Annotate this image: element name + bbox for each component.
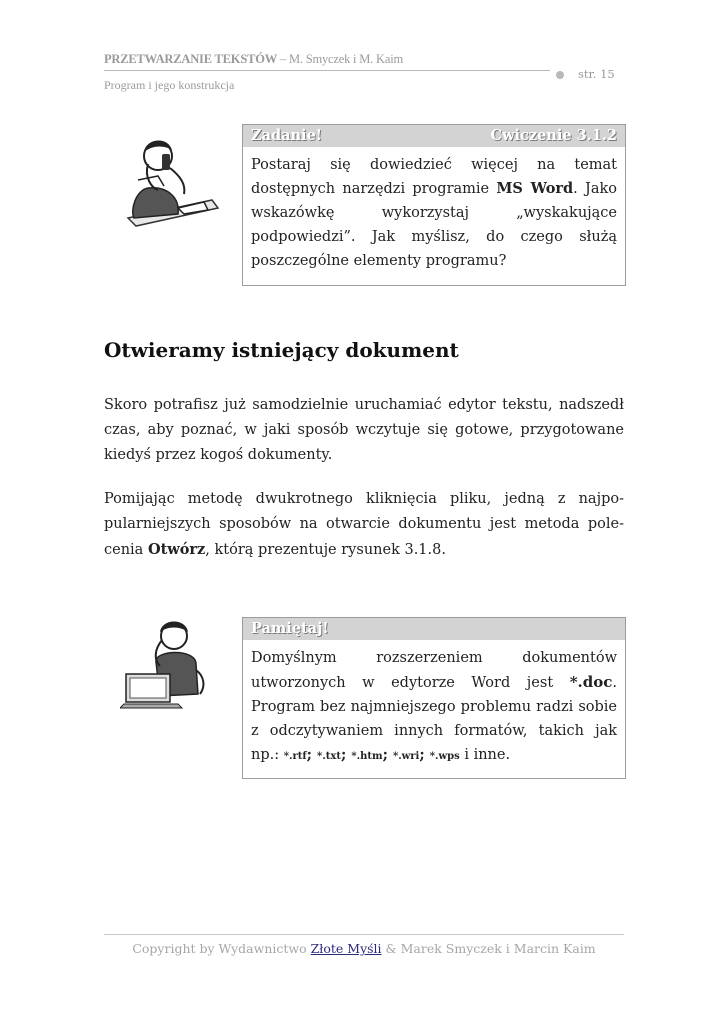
running-header-title: PRZETWARZANIE TEKSTÓW – M. Smyczek i M. Kaim: [104, 52, 403, 66]
format-rtf: *.rtf: [283, 751, 307, 762]
exercise-text: Postaraj się dowiedzieć więcej na temat dostępnych narzędzi programie MS Word. Jako wskazówkę wykorzystaj „wyskakujące podpowiedzi”. Jak myślisz, do czego służą poszczególne elementy programu?: [251, 157, 617, 269]
footer-copyright: Copyright by Wydawnictwo Złote Myśli & Marek Smyczek i Marcin Kaim: [132, 941, 596, 956]
header-rule: [104, 70, 550, 71]
exercise-number: Cwiczenie 3.1.2: [490, 127, 617, 144]
format-wri: *.wri: [392, 751, 420, 762]
chapter-subtitle: Program i jego konstrukcja: [104, 78, 235, 92]
man-on-phone-clipart-icon: [118, 118, 222, 228]
page-number: str. 15: [578, 67, 615, 81]
remember-box: [242, 617, 626, 779]
paragraph-1: Skoro potrafisz już samodzielnie uruchamiać edytor tekstu, nadszedł czas, aby poznać, w jaki sposób wczytuje się gotowe, przygotowane kiedyś przez kogoś dokumenty.: [104, 397, 624, 463]
format-txt: *.txt: [317, 751, 341, 762]
man-at-computer-clipart-icon: [120, 610, 220, 710]
exercise-box: [242, 124, 626, 286]
footer-rule: [104, 934, 624, 935]
remember-box-header: [243, 618, 625, 640]
header-bullet-icon: [556, 71, 564, 79]
remember-label: Pamiętaj!: [251, 620, 329, 637]
paragraph-2: Pomijając metodę dwukrotnego kliknięcia pliku, jedną z najpo-pularniejszych sposobów na otwarcie dokumentu jest metoda pole-cenia Otwórz, którą prezentuje rysunek 3.1.8.: [104, 491, 624, 558]
publisher-link[interactable]: Złote Myśli: [310, 941, 382, 956]
format-htm: *.htm: [351, 751, 383, 762]
remember-text: Domyślnym rozszerzeniem dokumentów utworzonych w edytorze Word jest *.doc. Program bez najmniejszego problemu radzi sobie z odczytywaniem innych formatów, takich jak np.: *.rtf; *.txt; *.htm; *.wri; *.wps i inne.: [251, 650, 617, 763]
format-wps: *.wps: [429, 751, 460, 762]
exercise-label: Zadanie!: [251, 127, 323, 144]
section-heading: Otwieramy istniejący dokument: [104, 338, 459, 362]
exercise-box-header: [243, 125, 625, 147]
